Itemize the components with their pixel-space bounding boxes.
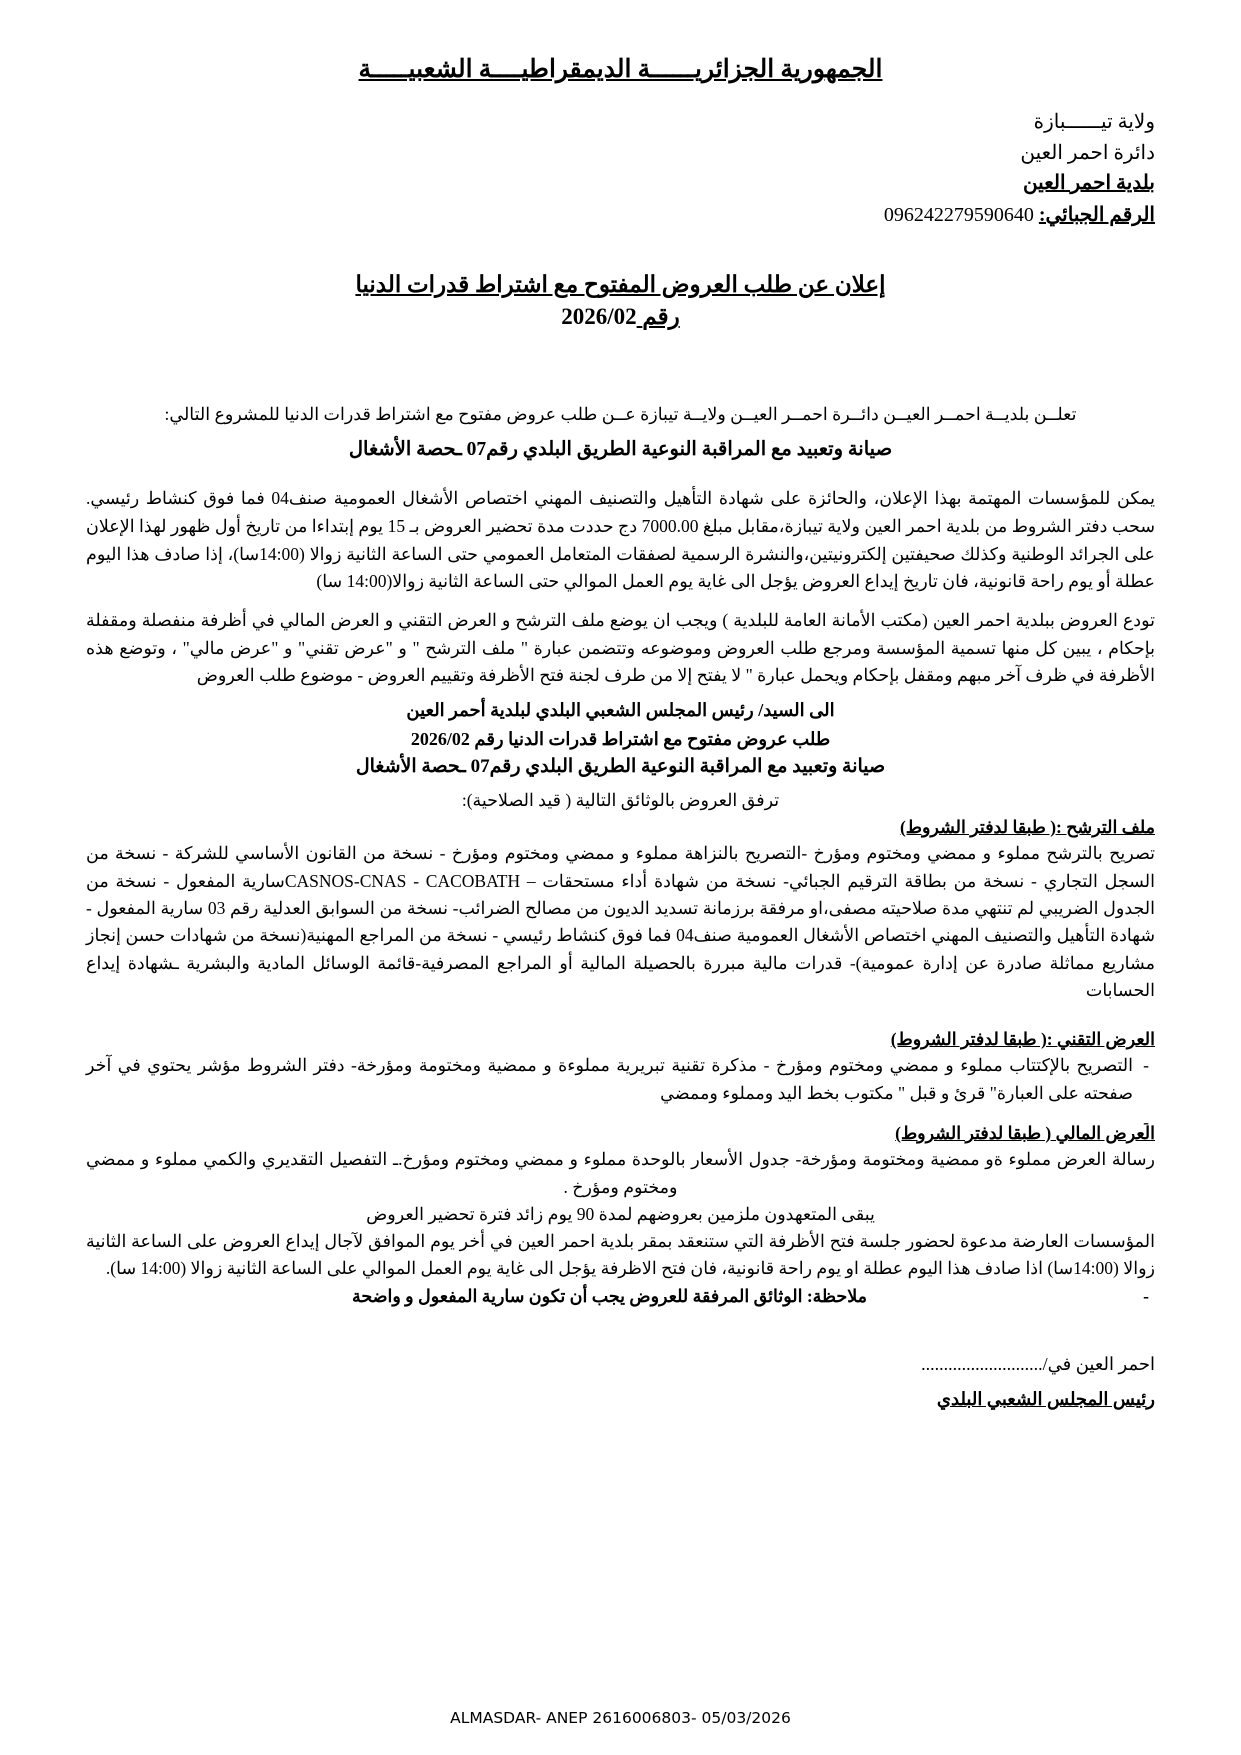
republic-header: الجمهورية الجزائريــــــة الديمقراطيــــة الشعبيـــــة: [358, 56, 883, 83]
daira-line: دائرة احمر العين: [1020, 141, 1155, 164]
announcement-number-value: 2026/02: [561, 304, 637, 330]
candidacy-heading-text: ملف الترشح :( طبقا لدفتر الشروط): [899, 817, 1155, 838]
offer-validity-text: يبقى المتعهدون ملزمين بعروضهم لمدة 90 يوم زائد فترة تحضير العروض: [366, 1203, 875, 1224]
tax-number-line: [86, 200, 1155, 230]
technical-heading-text: العرض التقني :( طبقا لدفتر الشروط): [890, 1029, 1155, 1050]
announcement-title-line1: إعلان عن طلب العروض المفتوح مع اشتراط قدرات الدنيا: [355, 271, 886, 297]
addressed-tender-ref: طلب عروض مفتوح مع اشتراط قدرات الدنيا رقم 2026/02: [410, 729, 831, 750]
tax-number-value: 096242279590640: [883, 204, 1034, 227]
document-footer: ALMASDAR- ANEP 2616006803- 05/03/2026: [450, 1709, 791, 1727]
announcement-title: [86, 269, 1155, 334]
financial-section-text: رسالة العرض مملوء ةو ممضية ومختومة ومؤرخة- جدول الأسعار بالوحدة مملوء و ممضي ومختوم ومؤرخ.ـ التفصيل التقديري والكمي مملوء و ممضي ومختوم ومؤرخ .: [86, 1149, 1155, 1197]
candidacy-section-heading: [86, 814, 1155, 840]
administrative-block: [86, 107, 1155, 231]
financial-heading-text: العرض المالي ( طبقا لدفتر الشروط): [895, 1122, 1155, 1143]
signature-place-date: احمر العين في/...........................: [921, 1354, 1155, 1375]
note-list: [86, 1283, 1155, 1310]
candidacy-section-text: تصريح بالترشح مملوء و ممضي ومختوم ومؤرخ -التصريح بالنزاهة مملوء و ممضي ومختوم ومؤرخ - نسخة من القانون الأساسي للشركة - نسخة من السجل التجاري - نسخة من بطاقة الترقيم الجبائي- نسخة من شهادة أداء مستحقات – CASNOS-CNAS - CACOBATHسارية المفعول - نسخة من الجدول الضريبي لم تنتهي مدة صلاحيته مصفى،او مرفقة برزمانة تسديد الديون من مصالح الضرائب- نسخة من السوابق العدلية رقم 03 سارية المفعول - شهادة التأهيل والتصنيف المهني اختصاص الأشغال العمومية صنف04 فما فوق كنشاط رئيسي - نسخة من المراجع المهنية(نسخة من شهادات حسن إنجاز مشاريع مماثلة صادرة عن إدارة عمومية)- قدرات مالية مبررة بالحصيلة المالية أو المراجع المصرفية-قائمة الوسائل المادية والبشرية ـشهادة إيداع الحسابات: [86, 843, 1155, 1000]
addressed-to-block: [86, 696, 1155, 781]
technical-section-heading: [86, 1026, 1155, 1052]
attachments-note: ترفق العروض بالوثائق التالية ( قيد الصلاحية):: [461, 789, 780, 810]
addressed-to-line: الى السيد/ رئيس المجلس الشعبي البلدي لبلدية أحمر العين: [406, 699, 835, 720]
important-note: - ملاحظة: الوثائق المرفقة للعروض يجب أن تكون سارية المفعول و واضحة: [86, 1283, 1133, 1310]
technical-requirements-list: [86, 1052, 1155, 1107]
announcement-number-label: رقم: [642, 304, 680, 330]
signature-role: رئيس المجلس الشعبي البلدي: [936, 1388, 1155, 1409]
signature-block: [86, 1350, 1155, 1414]
project-title-top: صيانة وتعبيد مع المراقبة النوعية الطريق البلدي رقم07 ـحصة الأشغال: [348, 439, 893, 461]
tax-number-label: الرقم الجبائي:: [1038, 204, 1155, 227]
financial-section-heading: [86, 1120, 1155, 1146]
baladia-line: بلدية احمر العين: [1022, 172, 1155, 195]
project-title-bottom: صيانة وتعبيد مع المراقبة النوعية الطريق البلدي رقم07 ـحصة الأشغال: [355, 756, 886, 778]
list-item: - التصريح بالإكتتاب مملوء و ممضي ومختوم ومؤرخ - مذكرة تقنية تبريرية مملوءة و ممضية ومختومة ومؤرخة- دفتر الشروط مؤشر يحتوي في آخر صفحته على العبارة" قرئ و قبل " مكتوب بخط اليد ومملوء وممضي: [86, 1052, 1133, 1107]
submission-paragraph: تودع العروض ببلدية احمر العين (مكتب الأمانة العامة للبلدية ) ويجب ان يوضع ملف الترشح و العرض التقني و العرض المالي في أظرفة منفصلة ومقفلة بإحكام ، يبين كل منها تسمية المؤسسة ومرجع طلب العروض وموضوعه وتتضمن عبارة " ملف الترشح " و "عرض تقني" و "عرض مالي" ، وتوضع هذه الأظرفة في ظرف آخر مبهم ومقفل بإحكام ويحمل عبارة " لا يفتح إلا من طرف لجنة فتح الأظرفة وتقييم العروض - موضوع طلب العروض: [86, 609, 1155, 686]
wilaya-line: ولاية تيــــــبازة: [1033, 111, 1155, 134]
conditions-paragraph: يمكن للمؤسسات المهتمة بهذا الإعلان، والحائزة على شهادة التأهيل والتصنيف المهني اختصاص الأشغال العمومية صنف04 فما فوق كنشاط رئيسي. سحب دفتر الشروط من بلدية احمر العين ولاية تيبازة،مقابل مبلغ 7000.00 دج حددت مدة تحضير العروض بـ 15 يوم إبتداءا من تاريخ أول ظهور لهذا الإعلان على الجرائد الوطنية وكذلك صحيفتين إلكترونيتين،والنشرة الرسمية لصفقات المتعامل العمومي حتى الساعة الثانية زوالا (14:00سا)، إذا صادف هذا اليوم عطلة أو يوم راحة قانونية، فان تاريخ إيداع العروض يؤجل الى غاية يوم العمل الموالي حتى الساعة الثانية زوالا(14:00 سا): [86, 488, 1156, 592]
announcement-title-line2: [86, 301, 1155, 334]
intro-paragraph: تعلــن بلديــة احمــر العيــن دائــرة احمــر العيــن ولايــة تيبازة عــن طلب عروض مفتوح مع اشتراط قدرات الدنيا للمشروع التالي:: [164, 404, 1077, 425]
opening-session-text: المؤسسات العارضة مدعوة لحضور جلسة فتح الأظرفة التي ستنعقد بمقر بلدية احمر العين في أخر يوم الموافق لآجال إيداع العروض على الساعة الثانية زوالا (14:00سا) اذا صادف هذا اليوم عطلة او يوم راحة قانونية، فان فتح الاظرفة يؤجل الى غاية يوم العمل الموالي على الساعة الثانية زوالا (14:00 سا).: [86, 1231, 1155, 1279]
